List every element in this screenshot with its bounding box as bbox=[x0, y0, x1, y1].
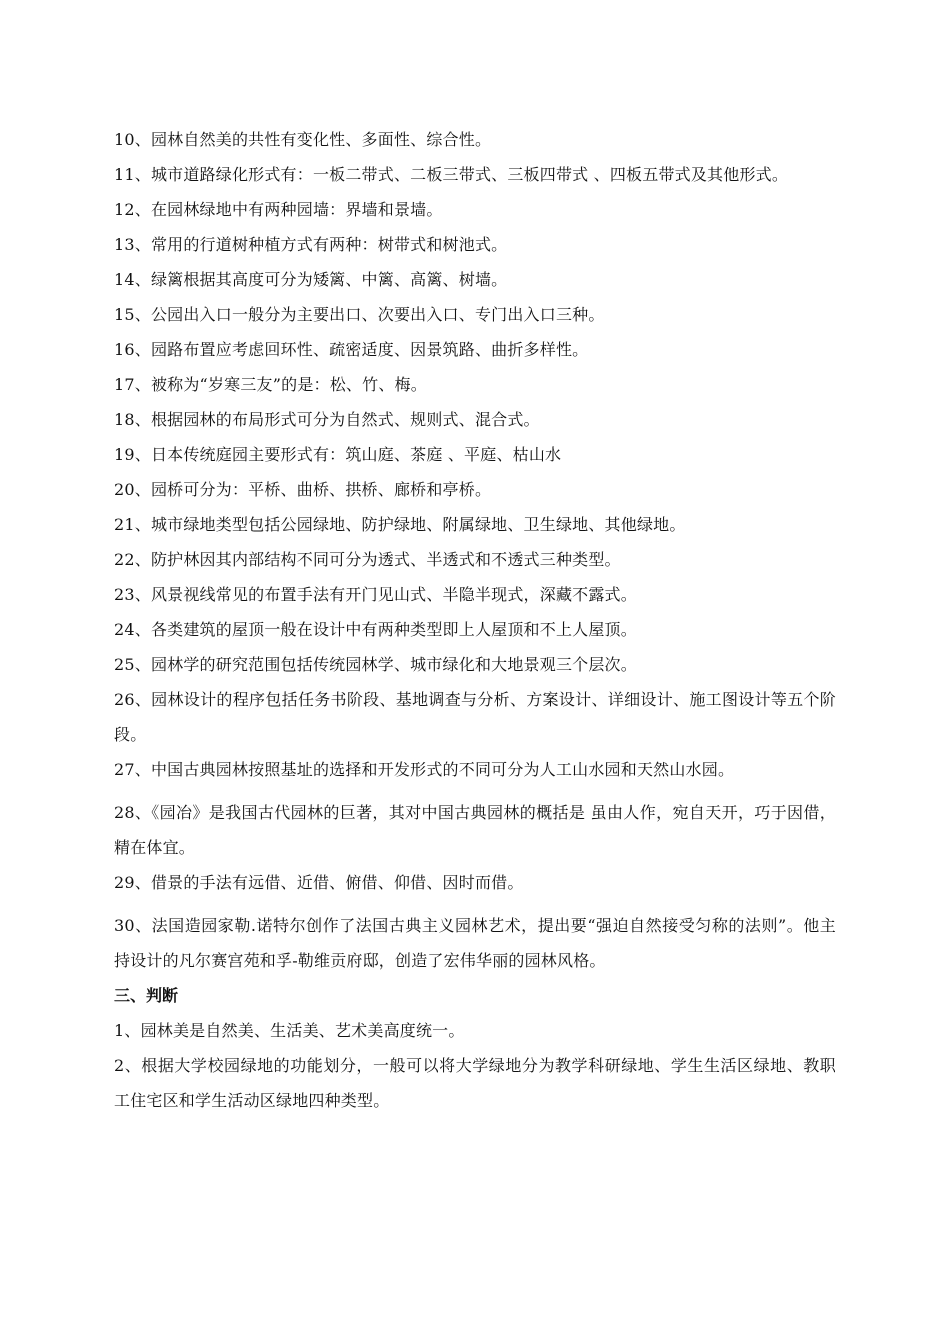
fill-in-item-17: 17、被称为“岁寒三友”的是：松、竹、梅。 bbox=[114, 375, 427, 394]
fill-in-item-12: 12、在园林绿地中有两种园墙：界墙和景墙。 bbox=[114, 200, 443, 219]
judgment-item-1: 1、园林美是自然美、生活美、艺术美高度统一。 bbox=[114, 1021, 465, 1040]
fill-in-item-14: 14、绿篱根据其高度可分为矮篱、中篱、高篱、树墙。 bbox=[114, 270, 508, 289]
fill-in-item-20: 20、园桥可分为：平桥、曲桥、拱桥、廊桥和亭桥。 bbox=[114, 480, 492, 499]
fill-in-item-18: 18、根据园林的布局形式可分为自然式、规则式、混合式。 bbox=[114, 410, 540, 429]
fill-in-item-11: 11、城市道路绿化形式有：一板二带式、二板三带式、三板四带式 、四板五带式及其他形式。 bbox=[114, 165, 789, 184]
fill-in-item-19: 19、日本传统庭园主要形式有：筑山庭、茶庭 、平庭、枯山水 bbox=[114, 445, 562, 464]
judgment-item-2: 2、根据大学校园绿地的功能划分，一般可以将大学绿地分为教学科研绿地、学生生活区绿地、教职工住宅区和学生活动区绿地四种类型。 bbox=[114, 1056, 836, 1110]
fill-in-item-27: 27、中国古典园林按照基址的选择和开发形式的不同可分为人工山水园和天然山水园。 bbox=[114, 760, 735, 779]
fill-in-item-24: 24、各类建筑的屋顶一般在设计中有两种类型即上人屋顶和不上人屋顶。 bbox=[114, 620, 637, 639]
fill-in-item-29: 29、借景的手法有远借、近借、俯借、仰借、因时而借。 bbox=[114, 873, 524, 892]
fill-in-item-26: 26、园林设计的程序包括任务书阶段、基地调查与分析、方案设计、详细设计、施工图设计等五个阶段。 bbox=[114, 690, 836, 744]
fill-in-item-28: 28、《园冶》是我国古代园林的巨著，其对中国古典园林的概括是 虽由人作，宛自天开，巧于因借，精在体宜。 bbox=[114, 803, 836, 857]
fill-in-item-25: 25、园林学的研究范围包括传统园林学、城市绿化和大地景观三个层次。 bbox=[114, 655, 637, 674]
fill-in-item-21: 21、城市绿地类型包括公园绿地、防护绿地、附属绿地、卫生绿地、其他绿地。 bbox=[114, 515, 686, 534]
fill-in-item-15: 15、公园出入口一般分为主要出口、次要出入口、专门出入口三种。 bbox=[114, 305, 605, 324]
fill-in-item-30: 30、法国造园家勒.诺特尔创作了法国古典主义园林艺术，提出要“强迫自然接受匀称的法则”。他主持设计的凡尔赛宫苑和孚-勒维贡府邸，创造了宏伟华丽的园林风格。 bbox=[114, 916, 836, 970]
fill-in-item-13: 13、常用的行道树种植方式有两种：树带式和树池式。 bbox=[114, 235, 508, 254]
fill-in-item-10: 10、园林自然美的共性有变化性、多面性、综合性。 bbox=[114, 130, 492, 149]
fill-in-item-16: 16、园路布置应考虑回环性、疏密适度、因景筑路、曲折多样性。 bbox=[114, 340, 589, 359]
document-page bbox=[114, 122, 836, 1118]
section-heading-judgment: 三、判断 bbox=[114, 986, 179, 1005]
fill-in-item-22: 22、防护林因其内部结构不同可分为透式、半透式和不透式三种类型。 bbox=[114, 550, 621, 569]
fill-in-item-23: 23、风景视线常见的布置手法有开门见山式、半隐半现式，深藏不露式。 bbox=[114, 585, 637, 604]
